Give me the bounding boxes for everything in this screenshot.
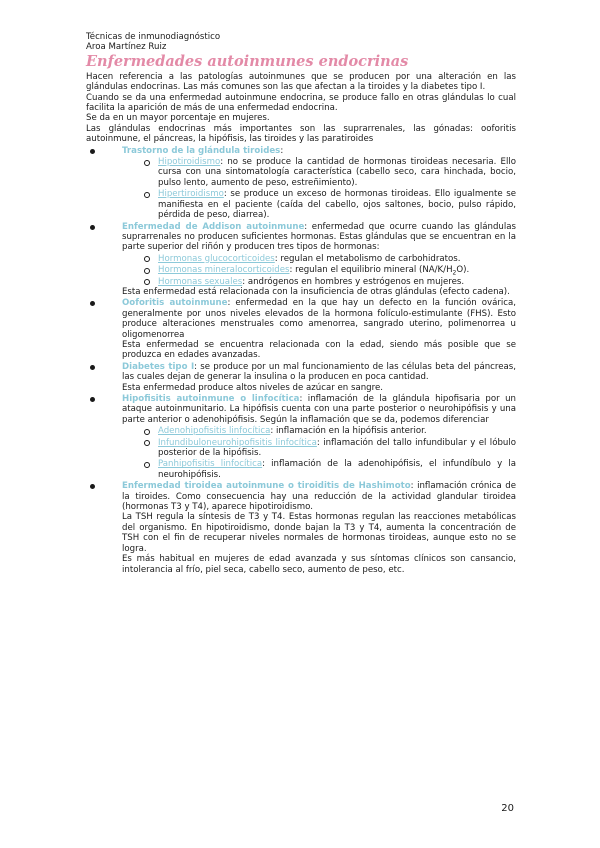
term-mineralocorticoides[interactable]: Hormonas mineralocorticoides bbox=[158, 265, 290, 276]
term-ooforitis: Ooforitis autoinmune bbox=[122, 298, 228, 309]
sublist-addison bbox=[122, 254, 516, 287]
list-item-tiroides: Trastorno de la glándula tiroides: Hipotiroidismo: no se produce la cantidad de hormonas tiroideas necesaria. Ello cursa con una sintomatología característica (cabello seco, cara hinchada, bocio, pulso lento, aumento de peso, estreñimiento). Hipertiroidismo: se produce un exceso de hormonas tiroideas. Ello igualmente se manifiesta en el paciente (caída del cabello, ojos saltones, bocio, pulso rápido, pérdida de peso, diarrea). bbox=[86, 146, 516, 221]
list-item-hipotiroidismo: Hipotiroidismo: no se produce la cantidad de hormonas tiroideas necesaria. Ello cursa con una sintomatología característica (cabello seco, cara hinchada, bocio, pulso lento, aumento de peso, estreñimiento). bbox=[122, 157, 516, 188]
list-item-panhipofisitis: Panhipofisitis linfocítica: inflamación de la adenohipófisis, el infundíbulo y la neurohipófisis. bbox=[122, 459, 516, 480]
list-item-hipofisitis: Hipofisitis autoinmune o linfocítica: inflamación de la glándula hipofisaria por un ataque autoinmunitario. La hipófisis cuenta con una parte posterior o neurohipófisis y una parte anterior o adenohipófisis. Según la inflamación que se da, podemos diferenciar Adenohipofisitis linfocítica: inflamación en la hipófisis anterior. Infundibuloneurohipofisitis linfocítica: inflamación del tallo infundibular y el lóbulo posterior de la hipófisis. Panhipofisitis linfocítica: inflamación de la adenohipófisis, el infundíbulo y la neurohipófisis. bbox=[86, 394, 516, 480]
term-addison: Enfermedad de Addison autoinmune bbox=[122, 221, 305, 232]
hashimoto-note-2: Es más habitual en mujeres de edad avanzada y sus síntomas clínicos son cansancio, intolerancia al frío, piel seca, cabello seco, aumento de peso, etc. bbox=[122, 554, 516, 575]
disease-list bbox=[86, 146, 516, 575]
diabetes-note: Esta enfermedad produce altos niveles de azúcar en sangre. bbox=[122, 382, 383, 393]
intro-paragraph-4: Las glándulas endocrinas más importantes son las suprarrenales, las gónadas: ooforitis autoinmune, el páncreas, la hipófisis, las tiroides y las paratiroides bbox=[86, 123, 516, 145]
list-item-hashimoto: Enfermedad tiroidea autoinmune o tiroiditis de Hashimoto: inflamación crónica de la tiroides. Como consecuencia hay una reducción de la actividad glandular tiroidea (hormonas T3 y T4), aparece hipotiroidismo. La TSH regula la síntesis de T3 y T4. Estas hormonas regulan las reacciones metabólicas del organismo. En hipotiroidismo, donde bajan la T3 y T4, aumenta la concentración de TSH con el fin de recuperar niveles normales de hormonas tiroideas, aunque esto no se logra. Es más habitual en mujeres de edad avanzada y sus síntomas clínicos son cansancio, intolerancia al frío, piel seca, cabello seco, aumento de peso, etc. bbox=[86, 481, 516, 575]
term-infundibuloneurohipofisitis[interactable]: Infundibuloneurohipofisitis linfocítica bbox=[158, 437, 317, 448]
list-item-diabetes: Diabetes tipo I: se produce por un mal funcionamiento de las células beta del páncreas, las cuales dejan de generar la insulina o la producen en poca cantidad. Esta enfermedad produce altos niveles de azúcar en sangre. bbox=[86, 362, 516, 393]
list-item-hipertiroidismo: Hipertiroidismo: se produce un exceso de hormonas tiroideas. Ello igualmente se manifiesta en el paciente (caída del cabello, ojos saltones, bocio, pulso rápido, pérdida de peso, diarrea). bbox=[122, 189, 516, 220]
sublist-tiroides bbox=[122, 157, 516, 220]
list-item-ooforitis: Ooforitis autoinmune: enfermedad en la que hay un defecto en la función ovárica, generalmente por unos niveles elevados de la hormona folículo-estimulante (FHS). Esto produce alteraciones menstruales como amenorrea, sangrado uterino, polimenorrea u oligomenorrea Esta enfermedad se encuentra relacionada con la edad, siendo más posible que se produzca en edades avanzadas. bbox=[86, 298, 516, 360]
list-item-glucocorticoides: Hormonas glucocorticoides: regulan el metabolismo de carbohidratos. bbox=[122, 254, 516, 264]
header-course: Técnicas de inmunodiagnóstico bbox=[86, 32, 221, 42]
list-item-mineralocorticoides: Hormonas mineralocorticoides: regulan el equilibrio mineral $(NA/K/H_2O)$. bbox=[122, 265, 516, 275]
term-sexuales[interactable]: Hormonas sexuales bbox=[158, 276, 243, 287]
term-panhipofisitis[interactable]: Panhipofisitis linfocítica bbox=[158, 459, 263, 470]
intro-paragraph-1: Hacen referencia a las patologías autoinmunes que se producen por una alteración en las glándulas endocrinas. Las más comunes son las que afectan a la tiroides y la diabetes tipo I. bbox=[86, 71, 516, 93]
intro-paragraph-2: Cuando se da una enfermedad autoinmune endocrina, se produce fallo en otras glándulas lo cual facilita la aparición de más de una enfermedad endocrina. bbox=[86, 92, 516, 114]
term-hipertiroidismo[interactable]: Hipertiroidismo bbox=[158, 189, 224, 200]
list-item-infundibuloneurohipofisitis: Infundibuloneurohipofisitis linfocítica: inflamación del tallo infundibular y el lóbulo posterior de la hipófisis. bbox=[122, 438, 516, 459]
term-hashimoto: Enfermedad tiroidea autoinmune o tiroiditis de Hashimoto bbox=[122, 481, 411, 492]
page-number: 20 bbox=[501, 803, 514, 814]
term-hipofisitis: Hipofisitis autoinmune o linfocítica bbox=[122, 394, 300, 404]
header-author: Aroa Martínez Ruiz bbox=[86, 42, 167, 53]
term-tiroides: Trastorno de la glándula tiroides bbox=[122, 145, 281, 156]
term-diabetes: Diabetes tipo I bbox=[122, 361, 195, 372]
sublist-hipofisitis bbox=[122, 426, 516, 480]
list-item-addison: Enfermedad de Addison autoinmune: enfermedad que ocurre cuando las glándulas suprarrenales no producen suficientes hormonas. Estas glándulas que se encuentran en la parte superior del riñón y producen tres tipos de hormonas: Hormonas glucocorticoides: regulan el metabolismo de carbohidratos. Hormonas mineralocorticoides: regulan el equilibrio mineral $(NA/K/H_2O)$. Hormonas sexuales: andrógenos en hombres y estrógenos en mujeres. Esta enfermedad está relacionada con la insuficiencia de otras glándulas (efecto cadena). bbox=[86, 222, 516, 298]
ooforitis-note: Esta enfermedad se encuentra relacionada con la edad, siendo más posible que se produzca en edades avanzadas. bbox=[122, 339, 516, 361]
intro-paragraph-3: Se da en un mayor porcentaje en mujeres. bbox=[86, 113, 270, 124]
addison-note: Esta enfermedad está relacionada con la insuficiencia de otras glándulas (efecto cadena). bbox=[122, 286, 510, 297]
term-glucocorticoides[interactable]: Hormonas glucocorticoides bbox=[158, 253, 275, 264]
term-hipotiroidismo[interactable]: Hipotiroidismo bbox=[158, 157, 221, 168]
hashimoto-note-1: La TSH regula la síntesis de T3 y T4. Estas hormonas regulan las reacciones metabólicas del organismo. En hipotiroidismo, donde bajan la T3 y T4, aumenta la concentración de TSH con el fin de recuperar niveles normales de hormonas tiroideas, aunque esto no se logra. bbox=[122, 512, 516, 554]
page-title: Enfermedades autoinmunes endocrinas bbox=[86, 52, 409, 70]
list-item-sexuales: Hormonas sexuales: andrógenos en hombres y estrógenos en mujeres. bbox=[122, 277, 516, 287]
term-adenohipofisitis[interactable]: Adenohipofisitis linfocítica bbox=[158, 426, 271, 437]
document-page bbox=[86, 32, 516, 575]
list-item-adenohipofisitis: Adenohipofisitis linfocítica: inflamación en la hipófisis anterior. bbox=[122, 426, 516, 436]
